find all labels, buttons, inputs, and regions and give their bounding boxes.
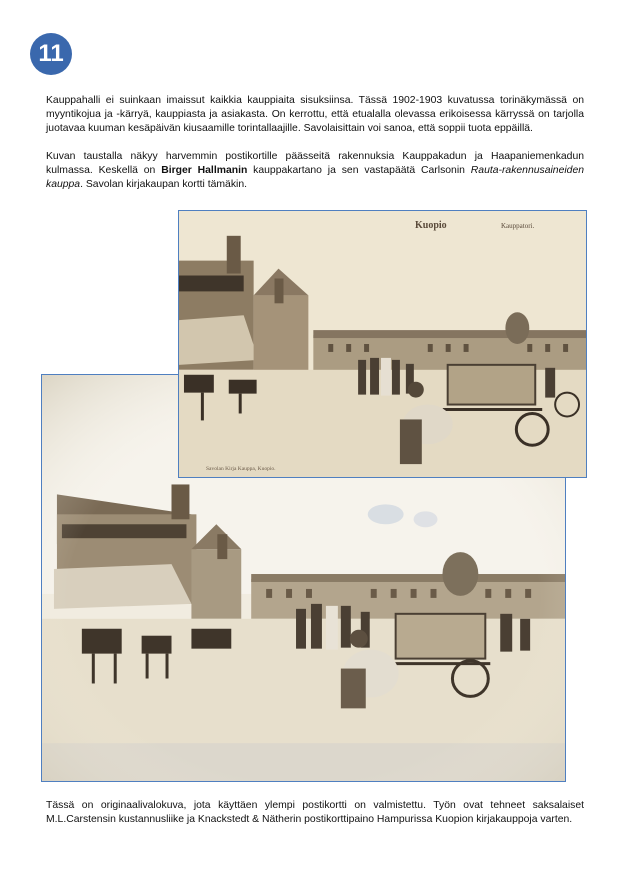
postcard-title: Kuopio bbox=[415, 220, 447, 231]
paragraph-text: Kuvan taustalla näkyy harvemmin postikortille päässeitä rakennuksia Kauppakadun ja Haapaniemenkadun kulmassa. Keskellä on bbox=[46, 151, 584, 177]
postcard-publisher: Savolan Kirja Kauppa, Kuopio. bbox=[206, 466, 276, 472]
paragraph-text: . Savolan kirjakaupan kortti tämäkin. bbox=[80, 179, 248, 191]
postcard-photo-image bbox=[179, 211, 586, 477]
background-paragraph bbox=[46, 150, 584, 193]
postcard-subtitle: Kauppatori. bbox=[501, 222, 535, 230]
intro-paragraph: Kauppahalli ei suinkaan imaissut kaikkia kauppiaita sisuksiinsa. Tässä 1902-1903 kuvatussa torinäkymässä on myyntikojua ja -kärryä, kauppiasta ja asiakasta. On kerrottu, että etualalla olevassa erikoisessa kärryssä on tarjolla juotavaa kuuman kesäpäivän kiusaamille torintallaajille. Savolaisittain voi sanoa, että soppii tuota eppäillä. bbox=[46, 95, 584, 135]
italic-name: Rauta-rakennusaineiden kauppa bbox=[46, 165, 585, 191]
paragraph-text: kauppakartano ja sen vastapäätä Carlsonin bbox=[247, 165, 471, 177]
bold-name: Birger Hallmanin bbox=[161, 165, 248, 177]
caption-paragraph: Tässä on originaalivalokuva, jota käyttäen ylempi postikortti on valmistettu. Työn ovat tehneet saksalaiset M.L.Carstensin kustannusliike ja Knackstedt & Nätherin postikorttipaino Hampurissa Kuopion kirjakauppoja varten. bbox=[46, 800, 584, 826]
page-number-badge: 11 bbox=[30, 33, 72, 75]
postcard-image bbox=[178, 210, 587, 478]
